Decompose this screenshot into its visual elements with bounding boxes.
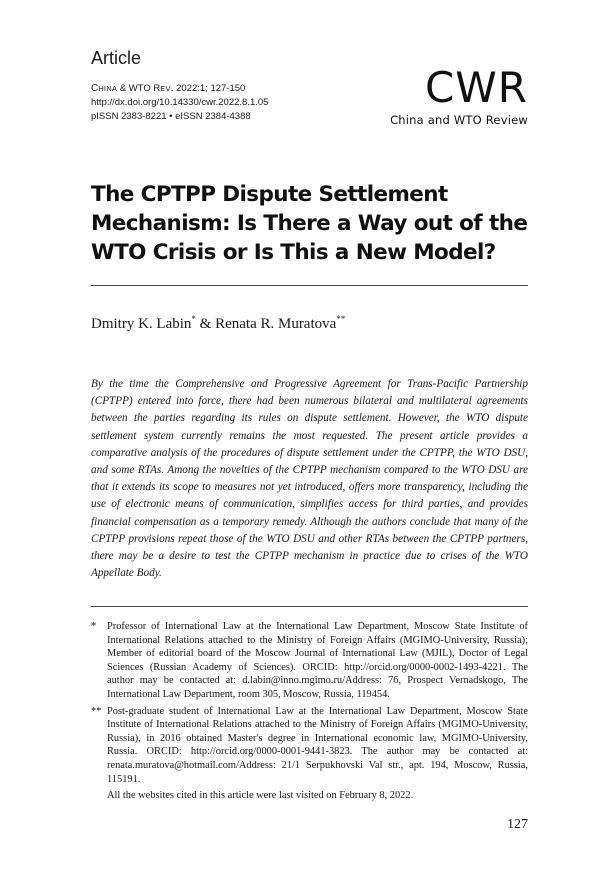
footnote-text: Professor of International Law at the International Law Department, Moscow State Institute of International Relations attached to the Ministry of Foreign Affairs (MGIMO-University, Russia); Member of editorial board of the Moscow Journal of International Law (MJIL), Doctor of Legal Sciences (Russian Academy of Sciences). ORCID: http://orcid.org/0000-0002-1493-4221. The author may be contacted at: d.labin@inno.mgimo.ru/Address: 76, Prospect Vernadskogo, The International Law Department, room 305, Moscow, Russia, 119454. xyxy=(107,621,528,700)
logo-mark: CWR xyxy=(424,63,528,112)
issn-line: pISSN 2383-8221 • eISSN 2384-4388 xyxy=(91,111,251,122)
logo-journal-name: China and WTO Review xyxy=(390,113,528,127)
journal-citation-numbers: . 2022:1; 127-150 xyxy=(170,83,246,94)
websites-note: All the websites cited in this article were last visited on February 8, 2022. xyxy=(107,790,414,802)
title-divider xyxy=(91,285,528,286)
journal-abbrev-rev: EV xyxy=(160,84,171,93)
footnote-item xyxy=(91,620,528,702)
journal-abbrev-amp: & WTO R xyxy=(117,83,161,94)
abstract-text: By the time the Comprehensive and Progressive Agreement for Trans-Pacific Partnership (CPTPP) entered into force, there had been numerous bilateral and multilateral agreements between the parties regarding its rules on dispute settlement. However, the WTO dispute settlement system currently remains the most requested. The present article provides a comparative analysis of the procedures of dispute settlement under the CPTPP, the WTO DSU, and some RTAs. Among the novelties of the CPTPP mechanism compared to the WTO DSU are that it extends its scope to measures not yet introduced, offers more transparency, including the use of electronic means of communication, simplifies access for third parties, and provides financial compensation as a temporary remedy. Although the authors conclude that many of the CPTPP provisions repeat those of the WTO DSU and other RTAs between the CPTPP partners, there may be a desire to test the CPTPP mechanism in practice due to crises of the WTO Appellate Body. xyxy=(91,378,528,580)
author-name-2: Renata R. Muratova xyxy=(215,316,337,332)
journal-meta xyxy=(91,82,268,124)
footnotes xyxy=(91,620,528,803)
footnote-divider xyxy=(91,606,528,607)
article-type-label: Article xyxy=(91,48,142,68)
footnote-mark: ** xyxy=(91,705,102,717)
page-number: 127 xyxy=(507,817,528,832)
footnote-text: Post-graduate student of International Law at the International Law Department, Moscow State Institute of International Relations attached to the Ministry of Foreign Affairs (MGIMO-University, Russia), in 2016 obtained Master's degree in International economic law, MGIMO-University, Russia. ORCID: http://orcid.org/0000-0001-9441-3823. The author may be contacted at: renata.muratova@hotmail.com/Address: 21/1 Serpukhovski Val str., apt. 194, Moscow, Russia, 115191. xyxy=(107,705,528,785)
author-name-1: Dmitry K. Labin xyxy=(91,316,192,332)
footnote-mark: * xyxy=(91,621,97,632)
footnote-item xyxy=(91,705,528,787)
author-footnote-mark-2[interactable]: ** xyxy=(336,314,346,324)
journal-logo xyxy=(390,63,528,128)
journal-citation xyxy=(91,82,268,96)
article-title: The CPTPP Dispute Settlement Mechanism: Is There a Way out of the WTO Crisis or Is This a New Model? xyxy=(91,182,528,265)
doi-link[interactable]: http://dx.doi.org/10.14330/cwr.2022.8.1.05 xyxy=(91,97,269,108)
author-line xyxy=(91,314,345,333)
journal-abbrev-initial: C xyxy=(91,83,99,94)
author-footnote-mark-1[interactable]: * xyxy=(191,314,196,324)
journal-abbrev-rest: HINA xyxy=(98,84,118,93)
author-separator: & xyxy=(195,316,216,332)
